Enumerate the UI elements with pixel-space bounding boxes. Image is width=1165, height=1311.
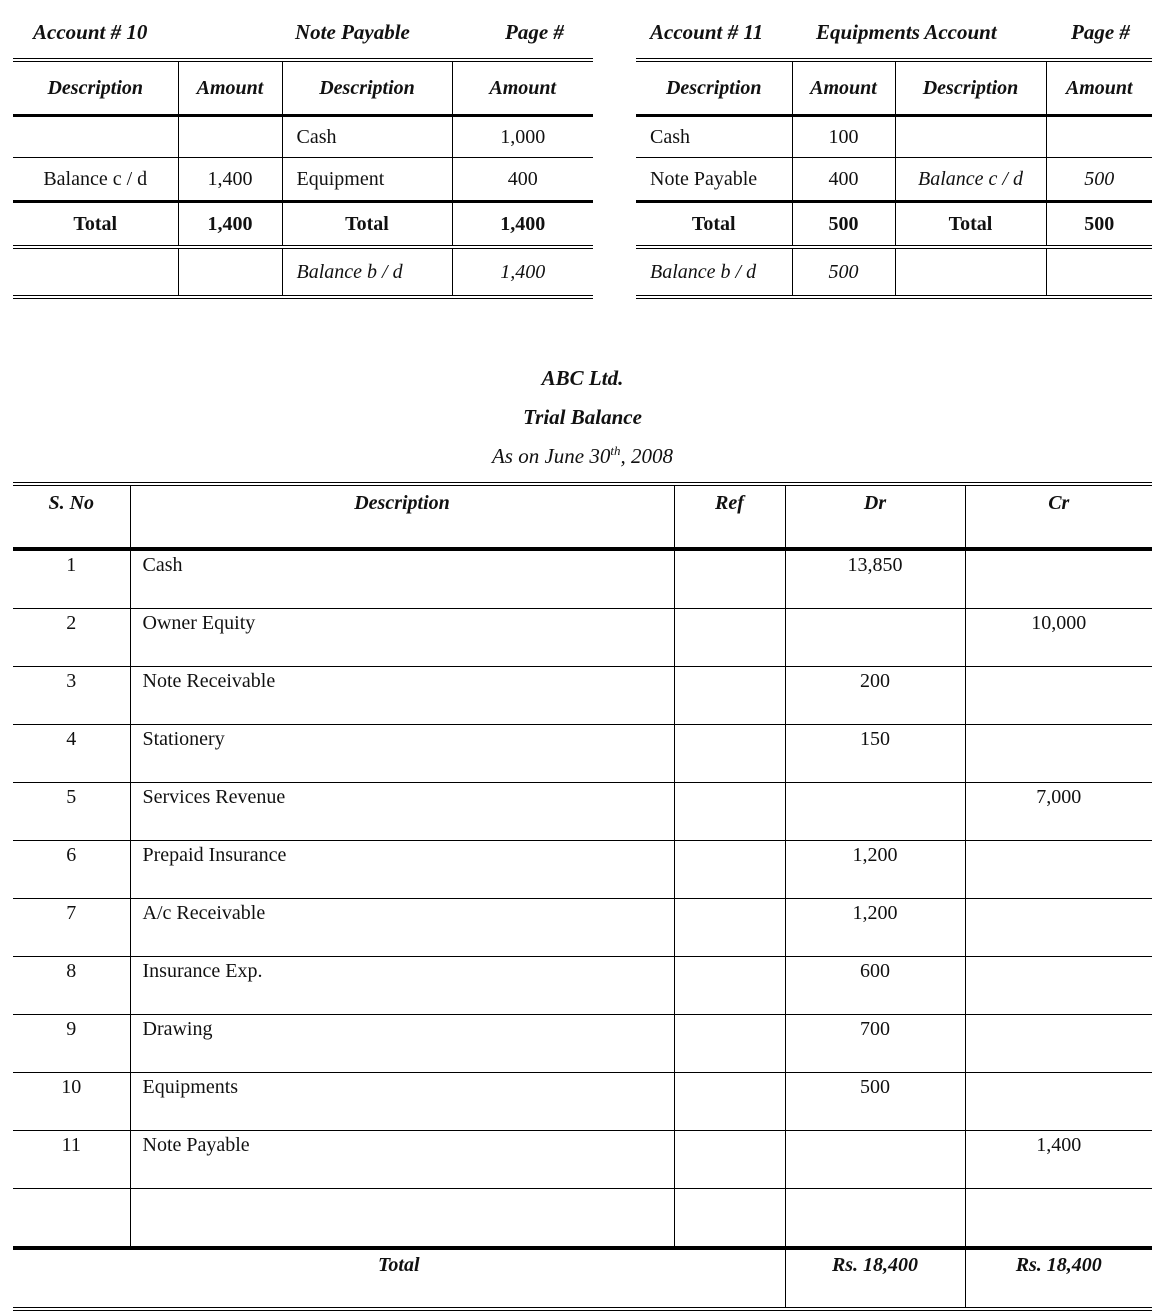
table-row [13, 957, 1152, 1015]
col-header-ref: Ref [674, 484, 785, 549]
cell: Cash [636, 116, 792, 158]
cell [895, 116, 1046, 158]
cell [895, 247, 1046, 297]
sno-cell: 11 [13, 1131, 130, 1189]
cr-cell [965, 667, 1152, 725]
description-cell: Note Receivable [130, 667, 674, 725]
cell [13, 116, 178, 158]
ref-cell [674, 841, 785, 899]
description-cell: Note Payable [130, 1131, 674, 1189]
description-cell [130, 1189, 674, 1249]
balance-amount: 1,400 [452, 247, 593, 297]
table-row [13, 1189, 1152, 1249]
date-superscript: th [610, 443, 621, 458]
cr-cell [965, 1073, 1152, 1131]
description-cell: Owner Equity [130, 609, 674, 667]
ledger-row [13, 158, 593, 202]
cr-cell [965, 549, 1152, 609]
cr-cell [965, 957, 1152, 1015]
dr-cell: 500 [785, 1073, 965, 1131]
total-dr: Rs. 18,400 [785, 1248, 965, 1309]
account-number: Account # 11 [650, 20, 764, 44]
dr-cell: 200 [785, 667, 965, 725]
table-row [13, 725, 1152, 783]
ledger-header-row [13, 60, 593, 116]
cell: 500 [1046, 158, 1152, 202]
ref-cell [674, 783, 785, 841]
date-suffix: , 2008 [620, 444, 674, 468]
table-row [13, 783, 1152, 841]
col-header-amount: Amount [178, 60, 282, 116]
cr-cell: 7,000 [965, 783, 1152, 841]
account-name: Note Payable [295, 20, 410, 44]
description-cell: Drawing [130, 1015, 674, 1073]
dr-cell: 600 [785, 957, 965, 1015]
description-cell: Insurance Exp. [130, 957, 674, 1015]
total-amount: 1,400 [452, 202, 593, 248]
statement-title: Trial Balance [523, 405, 642, 429]
description-cell: Stationery [130, 725, 674, 783]
sno-cell: 5 [13, 783, 130, 841]
table-row [13, 1073, 1152, 1131]
ledger-total-row [636, 202, 1152, 248]
sno-cell: 3 [13, 667, 130, 725]
col-header-description: Description [282, 60, 452, 116]
cell: 1,000 [452, 116, 593, 158]
balance-label: Balance b / d [282, 247, 452, 297]
col-header-description: Description [13, 60, 178, 116]
dr-cell [785, 609, 965, 667]
col-header-cr: Cr [965, 484, 1152, 549]
dr-cell: 13,850 [785, 549, 965, 609]
cell: Note Payable [636, 158, 792, 202]
statement-date [0, 443, 1165, 469]
total-label: Total [13, 202, 178, 248]
cr-cell [965, 1015, 1152, 1073]
col-header-amount: Amount [792, 60, 895, 116]
description-cell: A/c Receivable [130, 899, 674, 957]
total-amount: 1,400 [178, 202, 282, 248]
sno-cell: 8 [13, 957, 130, 1015]
trial-balance-body [13, 549, 1152, 1248]
ref-cell [674, 957, 785, 1015]
cell: Equipment [282, 158, 452, 202]
cell [13, 247, 178, 297]
cell [1046, 247, 1152, 297]
ledger-title-row [636, 0, 1152, 58]
trial-balance-header-row [13, 484, 1152, 549]
total-label: Total [282, 202, 452, 248]
account-name: Equipments Account [816, 20, 997, 44]
dr-cell: 700 [785, 1015, 965, 1073]
company-name: ABC Ltd. [541, 366, 624, 390]
dr-cell: 150 [785, 725, 965, 783]
description-cell: Services Revenue [130, 783, 674, 841]
sno-cell: 6 [13, 841, 130, 899]
ledger-balance-row [636, 247, 1152, 297]
cell: 1,400 [178, 158, 282, 202]
ledger-header-row [636, 60, 1152, 116]
ledger-table [13, 58, 593, 299]
total-amount: 500 [1046, 202, 1152, 248]
total-label: Total [636, 202, 792, 248]
description-cell: Prepaid Insurance [130, 841, 674, 899]
cell: 400 [452, 158, 593, 202]
ledger-total-row [13, 202, 593, 248]
table-row [13, 899, 1152, 957]
ledger-table [636, 58, 1152, 299]
ref-cell [674, 1073, 785, 1131]
col-header-description: Description [895, 60, 1046, 116]
dr-cell: 1,200 [785, 899, 965, 957]
sno-cell: 1 [13, 549, 130, 609]
ref-cell [674, 1015, 785, 1073]
ref-cell [674, 1131, 785, 1189]
col-header-description: Description [636, 60, 792, 116]
cell: Balance c / d [895, 158, 1046, 202]
total-cr: Rs. 18,400 [965, 1248, 1152, 1309]
total-amount: 500 [792, 202, 895, 248]
trial-balance-table [13, 482, 1152, 1311]
trial-balance-total-row [13, 1248, 1152, 1309]
ledger-title-row [13, 0, 593, 58]
cell [1046, 116, 1152, 158]
total-label: Total [13, 1248, 785, 1309]
ledger-account-11 [636, 0, 1152, 299]
date-prefix: As on June 30 [491, 444, 611, 468]
ledger-account-10 [13, 0, 593, 299]
ref-cell [674, 1189, 785, 1249]
dr-cell [785, 1131, 965, 1189]
col-header-sno: S. No [13, 484, 130, 549]
sno-cell: 10 [13, 1073, 130, 1131]
dr-cell: 1,200 [785, 841, 965, 899]
ref-cell [674, 549, 785, 609]
ref-cell [674, 609, 785, 667]
cell [178, 116, 282, 158]
cr-cell [965, 725, 1152, 783]
table-row [13, 1015, 1152, 1073]
table-row [13, 841, 1152, 899]
cell [178, 247, 282, 297]
col-header-amount: Amount [1046, 60, 1152, 116]
table-row [13, 1131, 1152, 1189]
col-header-amount: Amount [452, 60, 593, 116]
balance-label: Balance b / d [636, 247, 792, 297]
col-header-description: Description [130, 484, 674, 549]
sno-cell: 2 [13, 609, 130, 667]
sno-cell [13, 1189, 130, 1249]
cr-cell [965, 841, 1152, 899]
cr-cell: 10,000 [965, 609, 1152, 667]
cell: 100 [792, 116, 895, 158]
description-cell: Cash [130, 549, 674, 609]
dr-cell [785, 783, 965, 841]
cr-cell: 1,400 [965, 1131, 1152, 1189]
cr-cell [965, 899, 1152, 957]
dr-cell [785, 1189, 965, 1249]
table-row [13, 549, 1152, 609]
description-cell: Equipments [130, 1073, 674, 1131]
page-number-label: Page # [505, 20, 564, 44]
page-number-label: Page # [1071, 20, 1130, 44]
cell: 400 [792, 158, 895, 202]
ledger-row [636, 116, 1152, 158]
sno-cell: 9 [13, 1015, 130, 1073]
cr-cell [965, 1189, 1152, 1249]
ledger-row [13, 116, 593, 158]
ref-cell [674, 667, 785, 725]
table-row [13, 667, 1152, 725]
ledger-balance-row [13, 247, 593, 297]
sno-cell: 7 [13, 899, 130, 957]
ref-cell [674, 899, 785, 957]
total-label: Total [895, 202, 1046, 248]
table-row [13, 609, 1152, 667]
balance-amount: 500 [792, 247, 895, 297]
sno-cell: 4 [13, 725, 130, 783]
col-header-dr: Dr [785, 484, 965, 549]
cell: Balance c / d [13, 158, 178, 202]
ledger-row [636, 158, 1152, 202]
cell: Cash [282, 116, 452, 158]
account-number: Account # 10 [33, 20, 148, 44]
ref-cell [674, 725, 785, 783]
